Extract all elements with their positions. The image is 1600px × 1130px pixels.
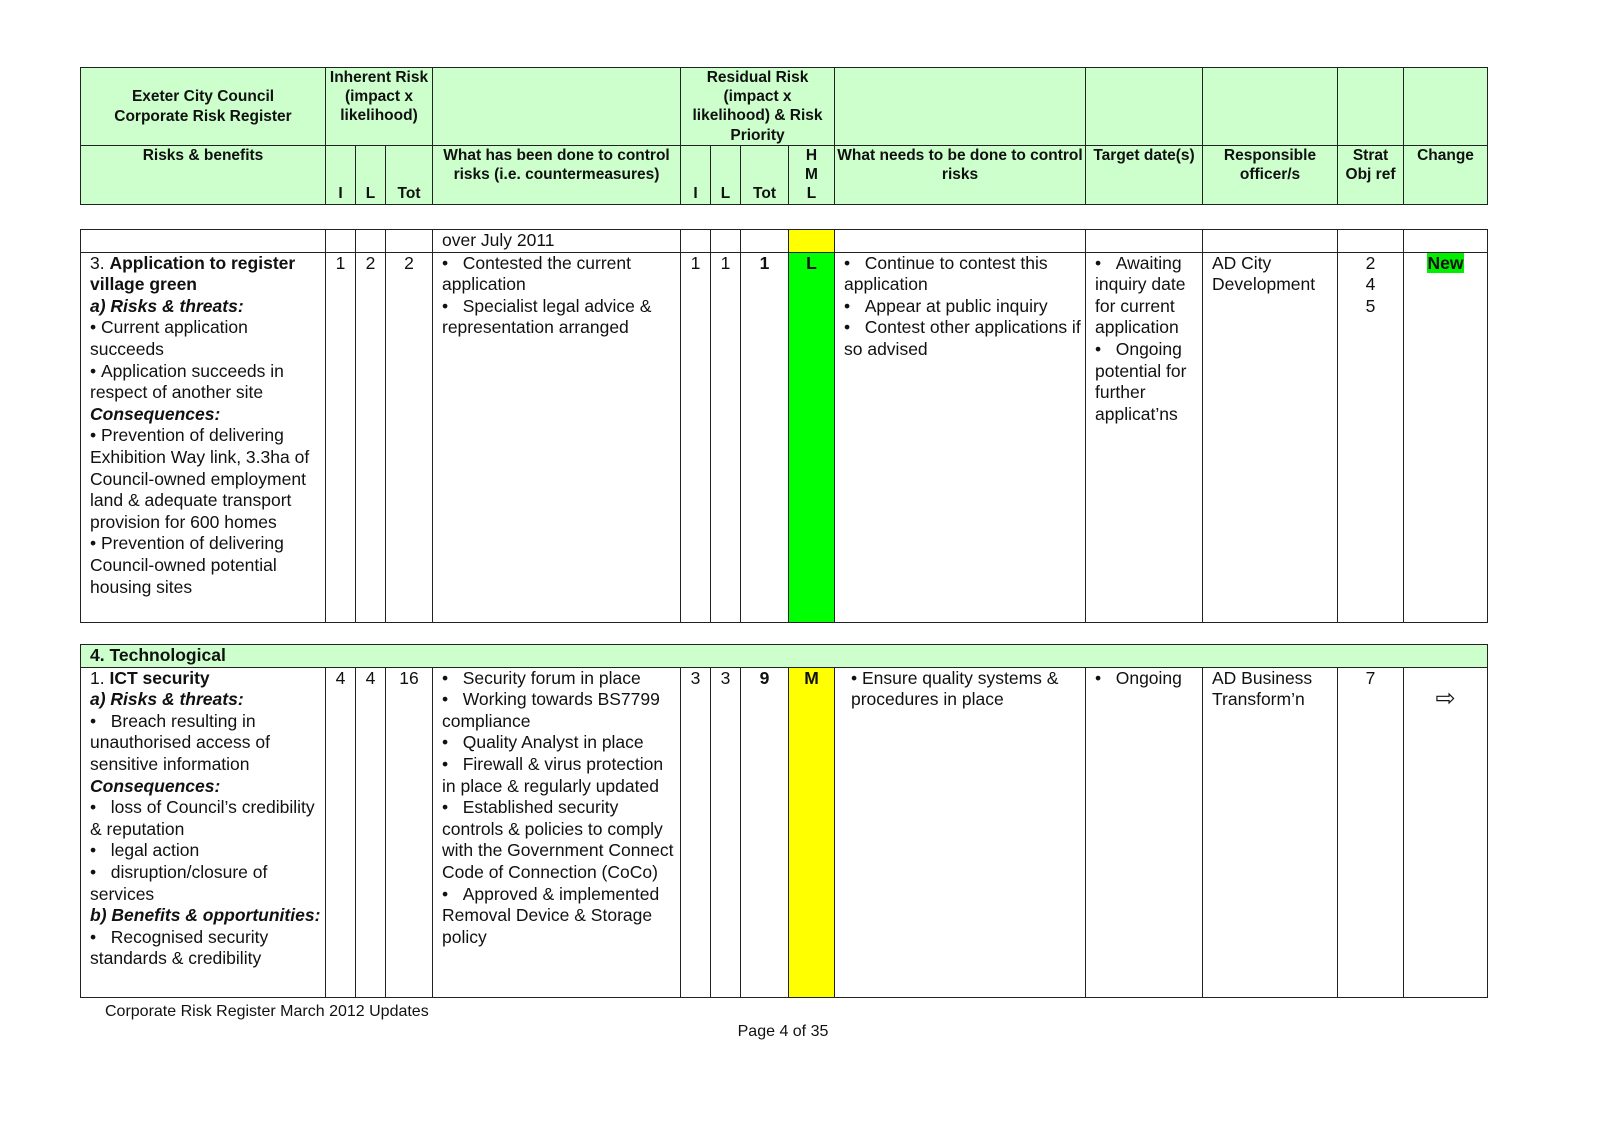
change-arrow-icon: ⇨ <box>1404 667 1488 997</box>
inherent-i: 4 <box>326 667 356 997</box>
continuation-row <box>81 230 1488 253</box>
col-inherent-i: I <box>326 146 356 205</box>
risk-title: Application to register village green <box>90 252 296 295</box>
actions-needed: • Continue to contest this application • Appear at public inquiry • Contest other applications if so advised <box>835 252 1086 622</box>
residual-i: 1 <box>681 252 711 622</box>
blank-header-cell <box>433 68 681 146</box>
responsible-officer: AD Business Transform’n <box>1203 667 1338 997</box>
residual-tot: 9 <box>741 667 789 997</box>
col-inherent-l: L <box>356 146 386 205</box>
residual-l: 3 <box>711 667 741 997</box>
org-title: Exeter City Council Corporate Risk Register <box>81 68 326 146</box>
col-target: Target date(s) <box>1086 146 1203 205</box>
blank-header-cell <box>1086 68 1203 146</box>
table-row <box>81 667 1488 997</box>
technological-table <box>80 644 1488 998</box>
residual-l: 1 <box>711 252 741 622</box>
change-cell <box>1404 252 1488 622</box>
col-residual-tot: Tot <box>741 146 789 205</box>
risk-priority: M <box>789 667 835 997</box>
residual-i: 3 <box>681 667 711 997</box>
col-residual-i: I <box>681 146 711 205</box>
col-residual-l: L <box>711 146 741 205</box>
col-change: Change <box>1404 146 1488 205</box>
strat-obj-ref: 2 4 5 <box>1338 252 1404 622</box>
section-heading: 4. Technological <box>81 645 1488 668</box>
footer-title: Corporate Risk Register March 2012 Updates <box>105 1003 429 1020</box>
strat-obj-ref: 7 <box>1338 667 1404 997</box>
countermeasures: • Contested the current application • Specialist legal advice & representation arranged <box>433 252 681 622</box>
col-risks-benefits: Risks & benefits <box>81 146 326 205</box>
inherent-i: 1 <box>326 252 356 622</box>
col-inherent-tot: Tot <box>386 146 433 205</box>
col-hml: H M L <box>789 146 835 205</box>
residual-tot: 1 <box>741 252 789 622</box>
risk-title: ICT security <box>109 667 210 688</box>
blank-header-cell <box>1338 68 1404 146</box>
col-strat: Strat Obj ref <box>1338 146 1404 205</box>
inherent-l: 4 <box>356 667 386 997</box>
inherent-tot: 2 <box>386 252 433 622</box>
risk-priority: L <box>789 252 835 622</box>
col-done: What has been done to control risks (i.e. countermeasures) <box>433 146 681 205</box>
inherent-risk-heading: Inherent Risk (impact x likelihood) <box>326 68 433 146</box>
actions-needed: • Ensure quality systems & procedures in place <box>835 667 1086 997</box>
blank-header-cell <box>1203 68 1338 146</box>
col-needs: What needs to be done to control risks <box>835 146 1086 205</box>
table-row <box>81 252 1488 622</box>
header-table <box>80 67 1488 205</box>
page-number: Page 4 of 35 <box>737 1023 829 1040</box>
change-badge-new: New <box>1427 252 1464 273</box>
residual-risk-heading: Residual Risk (impact x likelihood) & Risk Priority <box>681 68 835 146</box>
responsible-officer: AD City Development <box>1203 252 1338 622</box>
inherent-tot: 16 <box>386 667 433 997</box>
risk-description: 3. Application to register village green a) Risks & threats: • Current application succeeds • Application succeeds in respect of another site Consequences: • Prevention of delivering Exhibition Way link, 3.3ha of Council-owned employment land & adequate transport provision for 600 homes • Prevention of delivering Council-owned potential housing sites <box>81 252 326 622</box>
inherent-l: 2 <box>356 252 386 622</box>
target-dates: • Ongoing <box>1086 667 1203 997</box>
blank-header-cell <box>1404 68 1488 146</box>
risk-description: 1. ICT security a) Risks & threats: • Breach resulting in unauthorised access of sensitive information Consequences: • loss of Council’s credibility & reputation • legal action • disruption/closure of services b) Benefits & opportunities: • Recognised security standards & credibility <box>81 667 326 997</box>
blank-header-cell <box>835 68 1086 146</box>
risk-table-page-part <box>80 229 1488 623</box>
col-officer: Responsible officer/s <box>1203 146 1338 205</box>
countermeasures: • Security forum in place • Working towards BS7799 compliance • Quality Analyst in place • Firewall & virus protection in place & regularly updated • Established security controls & policies to comply with the Government Connect Code of Connection (CoCo) • Approved & implemented Removal Device & Storage policy <box>433 667 681 997</box>
target-dates: • Awaiting inquiry date for current application • Ongoing potential for further applicat’ns <box>1086 252 1203 622</box>
continued-text: over July 2011 <box>433 230 681 253</box>
